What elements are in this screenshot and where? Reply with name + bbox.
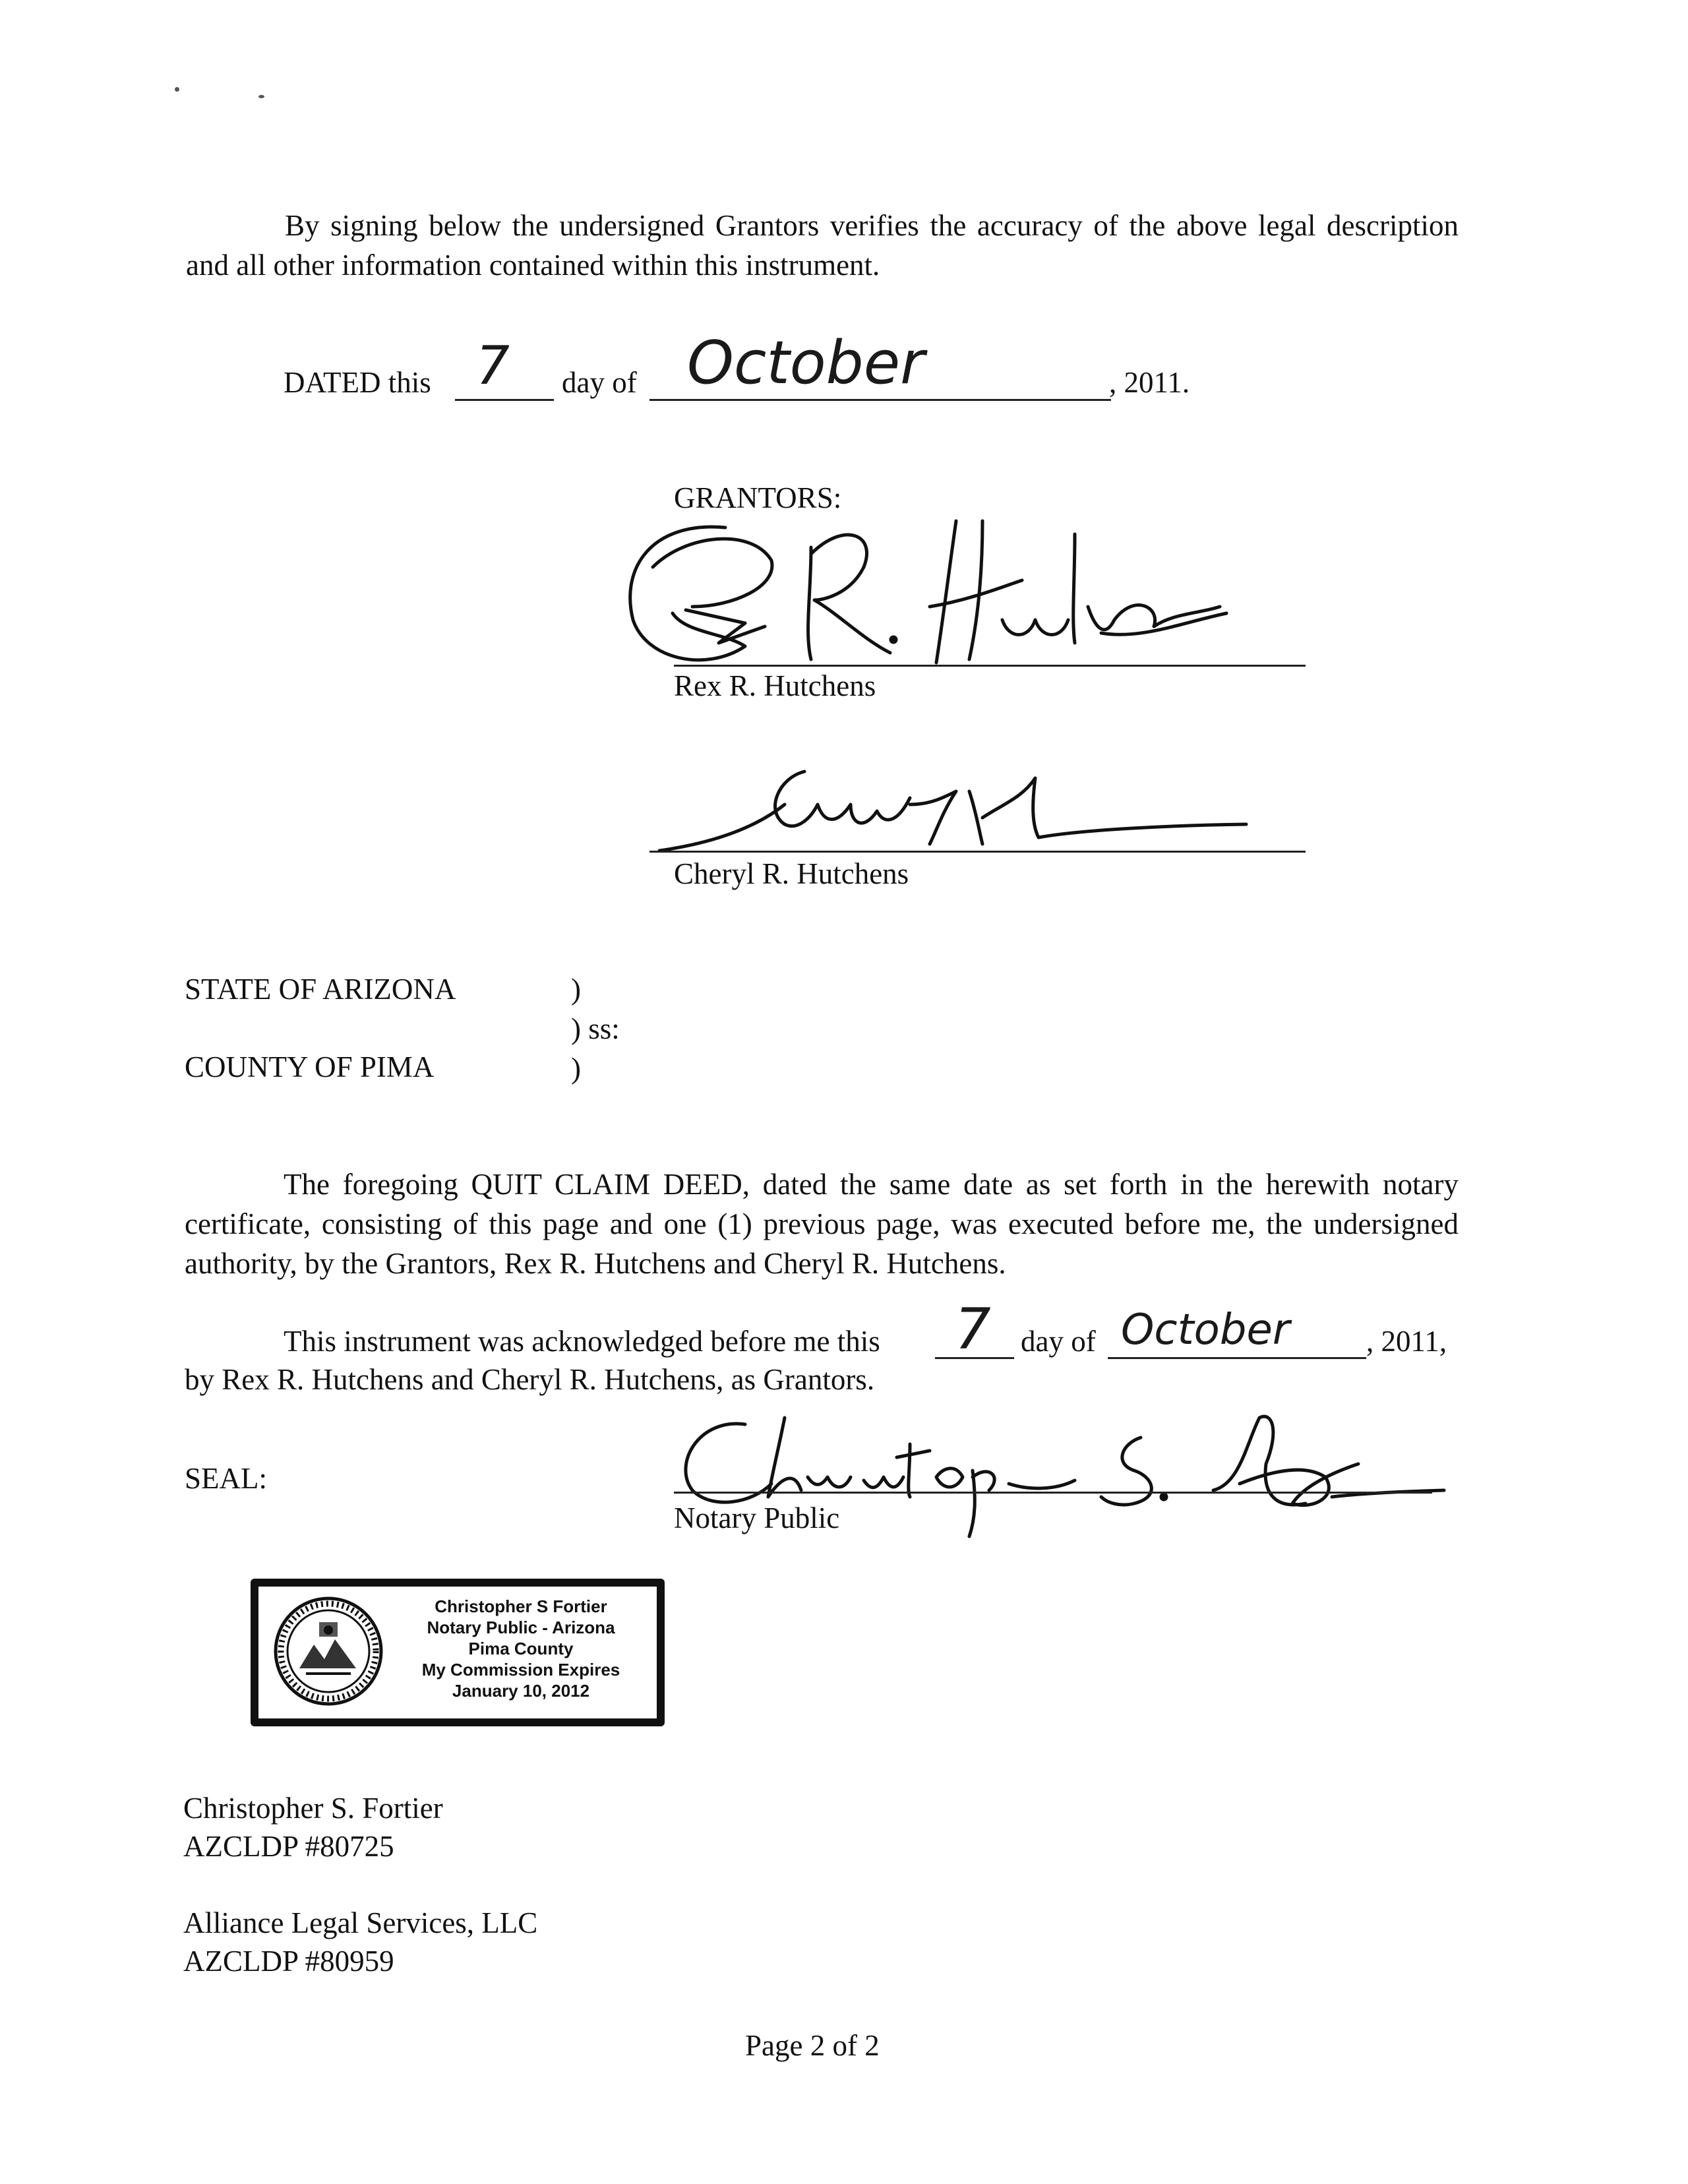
venue-state: STATE OF ARIZONA bbox=[185, 973, 456, 1006]
notary-foregoing-paragraph bbox=[185, 1165, 1459, 1283]
dated-month-handwritten: October bbox=[687, 328, 925, 398]
verification-paragraph bbox=[186, 206, 1459, 285]
venue-county: COUNTY OF PIMA bbox=[185, 1050, 435, 1083]
stamp-text bbox=[390, 1596, 651, 1701]
scan-speck bbox=[175, 87, 179, 92]
dated-day-handwritten: 7 bbox=[476, 335, 510, 396]
stamp-line-expiry: January 10, 2012 bbox=[452, 1681, 590, 1701]
dated-day-blank bbox=[455, 399, 554, 401]
arizona-seal-emblem bbox=[273, 1596, 384, 1707]
ack-year: , 2011, bbox=[1366, 1325, 1447, 1358]
page-number: Page 2 of 2 bbox=[745, 2029, 880, 2062]
rex-name: Rex R. Hutchens bbox=[674, 669, 876, 702]
rex-signature bbox=[613, 508, 1246, 679]
notary-label: Notary Public bbox=[674, 1502, 840, 1534]
ack-day-handwritten: 7 bbox=[955, 1296, 991, 1362]
preparer-company: Alliance Legal Services, LLC bbox=[183, 1906, 538, 1939]
preparer-license-2: AZCLDP #80959 bbox=[183, 1945, 394, 1978]
notary-signature-line bbox=[674, 1492, 1432, 1494]
ack-second-line: by Rex R. Hutchens and Cheryl R. Hutchens, as Grantors. bbox=[185, 1363, 875, 1396]
grantors-heading: GRANTORS: bbox=[674, 481, 842, 514]
cheryl-signature bbox=[653, 752, 1259, 857]
stamp-line-name: Christopher S Fortier bbox=[435, 1596, 607, 1616]
ack-day-label: day of bbox=[1021, 1325, 1096, 1358]
ack-prefix: This instrument was acknowledged before me this bbox=[284, 1325, 880, 1358]
dated-day-label: day of bbox=[562, 366, 637, 399]
cheryl-signature-line bbox=[649, 851, 1306, 853]
stamp-line-commission: My Commission Expires bbox=[421, 1660, 620, 1680]
stamp-line-county: Pima County bbox=[468, 1639, 574, 1658]
scan-speck bbox=[258, 95, 264, 98]
venue-paren-3: ) bbox=[571, 1052, 581, 1085]
ack-month-handwritten: October bbox=[1121, 1306, 1290, 1354]
notary-foregoing-text: The foregoing QUIT CLAIM DEED, dated the same date as set forth in the herewith notary certificate, consisting of this page and one (1) previous page, was executed before me, the undersigned authority, by the Grantors, Rex R. Hutchens and Cheryl R. Hutchens. bbox=[185, 1168, 1459, 1280]
preparer-name: Christopher S. Fortier bbox=[183, 1792, 443, 1825]
ack-month-blank bbox=[1108, 1357, 1366, 1359]
dated-year: , 2011. bbox=[1109, 366, 1190, 399]
venue-paren-1: ) bbox=[571, 973, 581, 1006]
venue-ss: ) ss: bbox=[571, 1012, 620, 1045]
notary-stamp bbox=[251, 1579, 665, 1726]
seal-label: SEAL: bbox=[185, 1462, 268, 1495]
verification-text: By signing below the undersigned Grantors verifies the accuracy of the above legal description and all other information contained within this instrument. bbox=[186, 209, 1459, 282]
dated-prefix: DATED this bbox=[284, 366, 431, 399]
dated-month-blank bbox=[649, 399, 1111, 401]
stamp-line-title: Notary Public - Arizona bbox=[427, 1618, 615, 1637]
cheryl-name: Cheryl R. Hutchens bbox=[674, 857, 909, 890]
preparer-license-1: AZCLDP #80725 bbox=[183, 1830, 394, 1863]
